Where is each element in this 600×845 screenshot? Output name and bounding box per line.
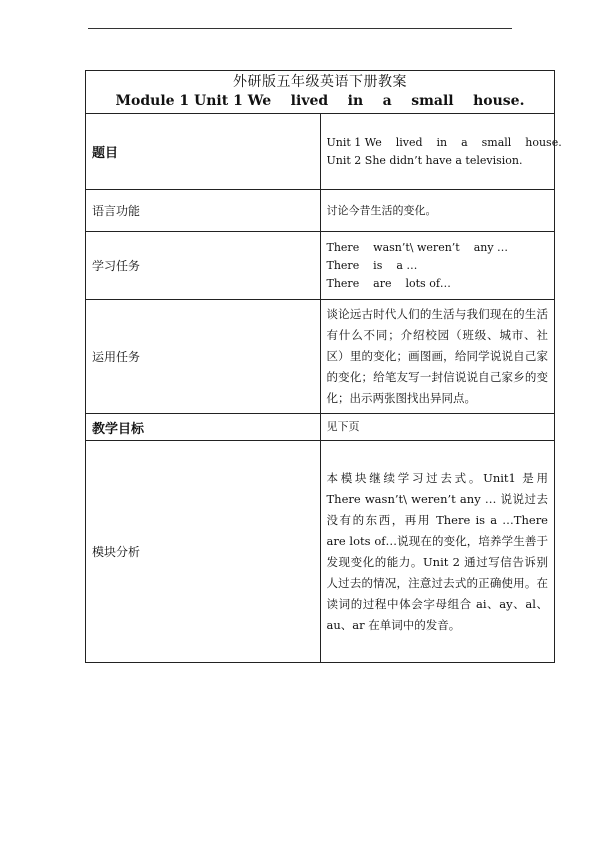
content-topic xyxy=(320,114,562,190)
header-rule xyxy=(88,28,512,29)
content-objective: 见下页 xyxy=(320,414,555,441)
document-subtitle: Module 1 Unit 1 We lived in a small house. xyxy=(115,93,525,109)
task-line-3: There are lots of… xyxy=(326,276,451,290)
label-analysis: 模块分析 xyxy=(86,441,321,663)
content-application xyxy=(320,300,555,414)
topic-line-2: Unit 2 She didn’t have a television. xyxy=(326,153,523,167)
label-task: 学习任务 xyxy=(86,232,321,300)
label-application: 运用任务 xyxy=(86,300,321,414)
title-cell xyxy=(86,71,555,114)
topic-line-1: Unit 1 We lived in a small house. xyxy=(326,135,562,149)
content-analysis xyxy=(320,441,555,663)
row-topic xyxy=(86,114,555,190)
document-title: 外研版五年级英语下册教案 xyxy=(233,74,407,90)
row-objective xyxy=(86,414,555,441)
application-text: 谈论远古时代人们的生活与我们现在的生活有什么不同；介绍校园（班级、城市、社区）里的变化；画图画，给同学说说自己家的变化；给笔友写一封信说说自己家乡的变化；出示两张图找出异同点。 xyxy=(326,307,548,405)
row-analysis xyxy=(86,441,555,663)
label-function: 语言功能 xyxy=(86,190,321,232)
lesson-plan-table xyxy=(85,70,562,663)
task-line-2: There is a … xyxy=(326,258,418,272)
label-objective: 教学目标 xyxy=(86,414,321,441)
label-topic: 题目 xyxy=(86,114,321,190)
row-task xyxy=(86,232,555,300)
title-row xyxy=(86,71,555,114)
content-function: 讨论今昔生活的变化。 xyxy=(320,190,555,232)
analysis-text: 本模块继续学习过去式。Unit1 是用 There wasn’t\ weren’t any … 说说过去没有的东西，再用 There is a …There are lots of…说现在的变化，培养学生善于发现变化的能力。Unit 2 通过写信告诉别人过去的情况，注意过去式的正确使用。在读词的过程中体会字母组合 ai、ay、al、au、ar 在单词中的发音。 xyxy=(326,470,548,632)
content-task xyxy=(320,232,555,300)
row-application xyxy=(86,300,555,414)
row-function xyxy=(86,190,555,232)
task-line-1: There wasn’t\ weren’t any … xyxy=(326,240,509,254)
